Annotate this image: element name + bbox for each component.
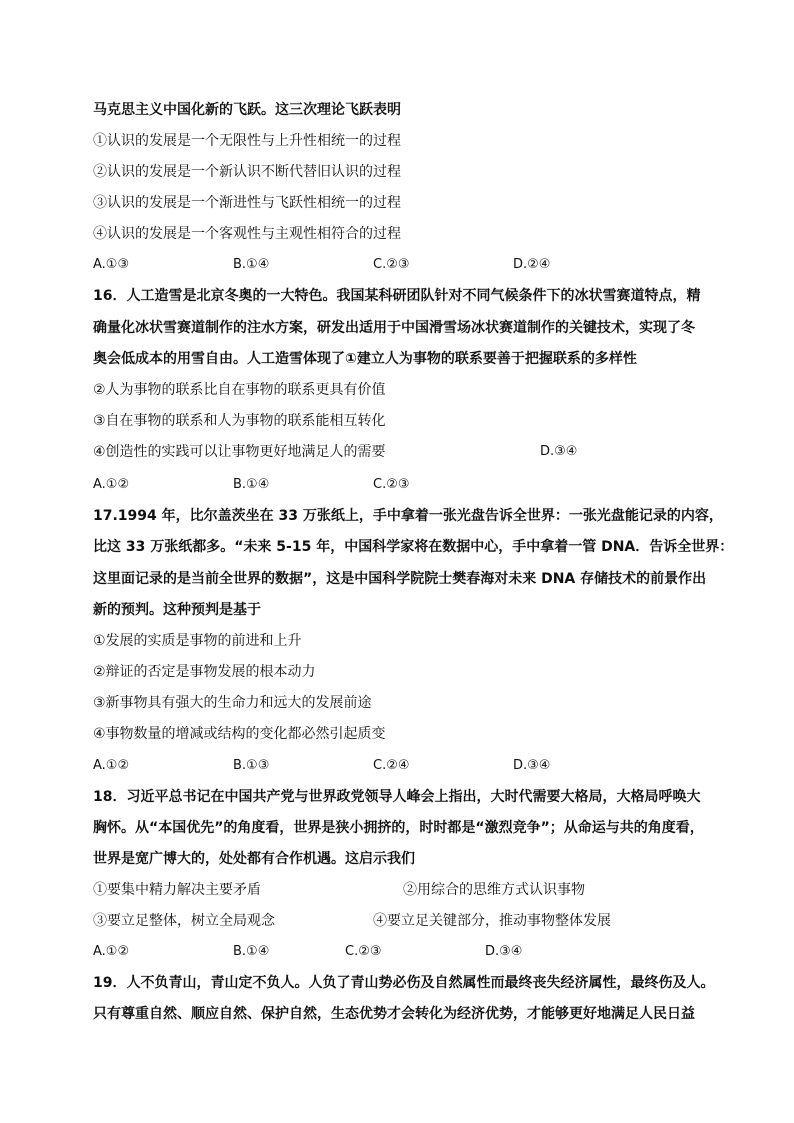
q18-item-1: ①要集中精力解决主要矛盾 [93, 882, 261, 898]
q17-option-b: B.①③ [233, 758, 270, 773]
q15-option-c: C.②③ [373, 257, 410, 272]
q16-stem-line-2: 确量化冰状雪赛道制作的注水方案，研发出适用于中国滑雪场冰状赛道制作的关键技术，实现了冬 [93, 320, 695, 336]
q17-stem-line-4: 新的预判。这种预判是基于 [93, 602, 261, 618]
q15-option-a: A.①③ [93, 257, 130, 272]
q15-item-3: ③认识的发展是一个渐进性与飞跃性相统一的过程 [93, 195, 401, 211]
q18-stem-line-2: 胸怀。从“本国优先”的角度看，世界是狭小拥挤的，时时都是“激烈竞争”；从命运与共的角度看， [93, 820, 704, 836]
q17-item-1: ①发展的实质是事物的前进和上升 [93, 633, 302, 649]
q17-item-2: ②辩证的否定是事物发展的根本动力 [93, 664, 316, 680]
q17-stem-line-1: 17.1994 年，比尔盖茨坐在 33 万张纸上，手中拿着一张光盘告诉全世界：一张光盘能记录的内容， [93, 508, 723, 524]
q19-stem-line-1: 19．人不负青山，青山定不负人。人负了青山势必伤及自然属性而最终丧失经济属性，最终伤及人。 [93, 975, 715, 991]
q18-stem-line-1: 18．习近平总书记在中国共产党与世界政党领导人峰会上指出，大时代需要大格局，大格局呼唤大 [93, 789, 701, 805]
q15-stem-tail: 马克思主义中国化新的飞跃。这三次理论飞跃表明 [93, 102, 401, 118]
q15-item-1: ①认识的发展是一个无限性与上升性相统一的过程 [93, 133, 401, 149]
q16-stem-line-3: 奥会低成本的用雪自由。人工造雪体现了①建立人为事物的联系要善于把握联系的多样性 [93, 351, 637, 367]
q16-item-4: ④创造性的实践可以让事物更好地满足人的需要 [93, 444, 386, 460]
q15-option-b: B.①④ [233, 257, 270, 272]
q17-item-3: ③新事物具有强大的生命力和远大的发展前途 [93, 695, 372, 711]
q15-option-d: D.②④ [513, 257, 551, 272]
q17-option-c: C.②④ [373, 758, 410, 773]
q17-stem-line-3: 这里面记录的是当前全世界的数据”，这是中国科学院院士樊春海对未来 DNA 存储技术的前景作出 [93, 571, 707, 587]
q18-option-c: C.②③ [345, 944, 382, 959]
q16-item-3: ③自在事物的联系和人为事物的联系能相互转化 [93, 413, 386, 429]
q18-item-3: ③要立足整体，树立全局观念 [93, 913, 275, 929]
q17-option-a: A.①② [93, 758, 130, 773]
q17-option-d: D.③④ [513, 758, 551, 773]
q15-item-4: ④认识的发展是一个客观性与主观性相符合的过程 [93, 226, 401, 242]
q18-item-2: ②用综合的思维方式认识事物 [403, 882, 585, 898]
q18-option-b: B.①④ [233, 944, 270, 959]
q16-option-a: A.①② [93, 477, 130, 492]
q17-stem-line-2: 比这 33 万张纸都多。“未来 5-15 年，中国科学家将在数据中心，手中拿着一管 DNA．告诉全世界： [93, 539, 734, 555]
q18-stem-line-3: 世界是宽广博大的，处处都有合作机遇。这启示我们 [93, 851, 415, 867]
q18-item-4: ④要立足关键部分，推动事物整体发展 [373, 913, 611, 929]
q18-option-d: D.③④ [485, 944, 523, 959]
q15-item-2: ②认识的发展是一个新认识不断代替旧认识的过程 [93, 164, 401, 180]
q16-stem-line-1: 16．人工造雪是北京冬奥的一大特色。我国某科研团队针对不同气候条件下的冰状雪赛道特点，精 [93, 288, 701, 304]
q18-option-a: A.①② [93, 944, 130, 959]
q16-option-c: C.②③ [373, 477, 410, 492]
q16-option-d: D.③④ [540, 444, 578, 459]
q16-option-b: B.①④ [233, 477, 270, 492]
q16-item-2: ②人为事物的联系比自在事物的联系更具有价值 [93, 382, 386, 398]
q17-item-4: ④事物数量的增减或结构的变化都必然引起质变 [93, 726, 386, 742]
q19-stem-line-2: 只有尊重自然、顺应自然、保护自然，生态优势才会转化为经济优势，才能够更好地满足人民日益 [93, 1006, 695, 1022]
